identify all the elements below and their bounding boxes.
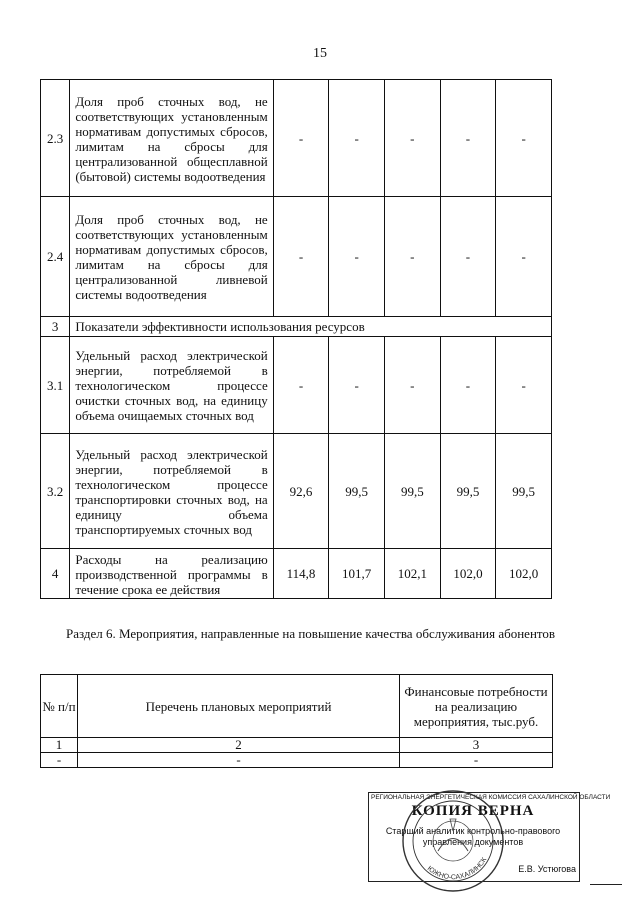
value-cell: 92,6 [273, 434, 329, 549]
value-cell: - [496, 80, 552, 197]
row-number: 2.4 [41, 197, 70, 317]
value-cell: 99,5 [385, 434, 441, 549]
value-cell: - [273, 80, 329, 197]
table-row [41, 549, 552, 599]
value-cell: 114,8 [273, 549, 329, 599]
table-row [41, 80, 552, 197]
value-cell: - [496, 337, 552, 434]
value-cell: - [273, 197, 329, 317]
value-cell: 102,0 [440, 549, 496, 599]
value-cell: 102,1 [385, 549, 441, 599]
row-description: Расходы на реализацию производственной программы в течение срока ее действия [70, 549, 273, 599]
table-row [41, 197, 552, 317]
value-cell: - [329, 80, 385, 197]
svg-text:ЮЖНО-САХАЛИНСК [426, 856, 489, 881]
table-row [41, 317, 552, 337]
section-heading: Показатели эффективности использования ресурсов [70, 317, 552, 337]
value-cell: - [329, 197, 385, 317]
table-row [41, 753, 553, 768]
column-header-measures: Перечень плановых мероприятий [78, 675, 400, 738]
value-cell: 99,5 [440, 434, 496, 549]
table-row [41, 434, 552, 549]
value-cell: 99,5 [496, 434, 552, 549]
measures-table [40, 674, 553, 768]
stamp-header: РЕГИОНАЛЬНАЯ ЭНЕРГЕТИЧЕСКАЯ КОМИССИЯ САХАЛИНСКОЙ ОБЛАСТИ [371, 794, 611, 801]
page-number: 15 [313, 46, 327, 61]
row-number: 3.1 [41, 337, 70, 434]
row-description: Удельный расход электрической энергии, потребляемой в технологическом процессе очистки сточных вод, на единицу объема очищаемых сточных вод [70, 337, 273, 434]
column-header-number: № п/п [41, 675, 78, 738]
index-cell: 2 [78, 738, 400, 753]
table-row [41, 337, 552, 434]
round-seal-icon [398, 786, 508, 896]
index-cell: 1 [41, 738, 78, 753]
row-number: 3.2 [41, 434, 70, 549]
stamp-signatory: Е.В. Устюгова [518, 864, 576, 874]
section-title [40, 625, 560, 643]
data-cell: - [41, 753, 78, 768]
column-header-financing: Финансовые потребности на реализацию мероприятия, тыс.руб. [400, 675, 553, 738]
table-row [41, 738, 553, 753]
signature-line [590, 884, 622, 885]
row-number: 3 [41, 317, 70, 337]
index-cell: 3 [400, 738, 553, 753]
row-number: 2.3 [41, 80, 70, 197]
value-cell: - [440, 80, 496, 197]
row-description: Доля проб сточных вод, не соответствующих установленным нормативам допустимых сбросов, лимитам на сбросы для централизованной общесплавной (бытовой) системы водоотведения [70, 80, 273, 197]
row-description: Доля проб сточных вод, не соответствующих установленным нормативам допустимых сбросов, лимитам на сбросы для централизованной ливневой системы водоотведения [70, 197, 273, 317]
value-cell: - [440, 197, 496, 317]
seal-city-text: ЮЖНО-САХАЛИНСК [425, 856, 489, 882]
value-cell: 101,7 [329, 549, 385, 599]
value-cell: - [496, 197, 552, 317]
stamp-role: Старший аналитик контрольно-правового управления документов [385, 826, 561, 847]
value-cell: - [385, 337, 441, 434]
row-number: 4 [41, 549, 70, 599]
value-cell: - [273, 337, 329, 434]
table-header-row [41, 675, 553, 738]
value-cell: - [385, 197, 441, 317]
stamp-title: КОПИЯ ВЕРНА [411, 803, 535, 819]
section-title-text: Раздел 6. Мероприятия, направленные на повышение качества обслуживания абонентов [66, 626, 556, 641]
value-cell: - [385, 80, 441, 197]
indicators-table [40, 79, 552, 599]
value-cell: - [440, 337, 496, 434]
certification-stamp [368, 792, 611, 884]
value-cell: 99,5 [329, 434, 385, 549]
row-description: Удельный расход электрической энергии, потребляемой в технологическом процессе транспортировки сточных вод, на единицу объема транспортируемых сточных вод [70, 434, 273, 549]
data-cell: - [78, 753, 400, 768]
value-cell: - [329, 337, 385, 434]
data-cell: - [400, 753, 553, 768]
value-cell: 102,0 [496, 549, 552, 599]
